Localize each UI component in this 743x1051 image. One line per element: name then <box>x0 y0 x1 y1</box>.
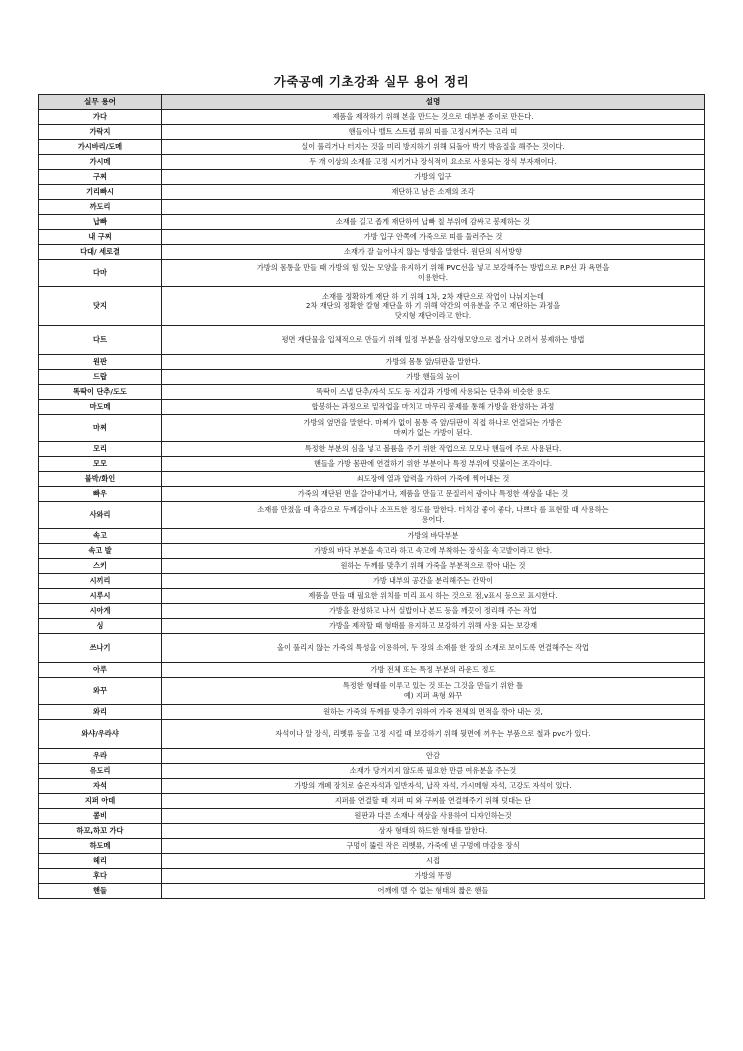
description-cell <box>162 574 705 589</box>
description-cell <box>162 170 705 185</box>
table-row <box>39 705 705 720</box>
description-line: 가방의 바닥부분 <box>407 531 459 541</box>
description-cell <box>162 385 705 400</box>
term-cell: 다트 <box>39 326 162 355</box>
description-cell <box>162 140 705 155</box>
term-cell: 똑딱이 단추/도도 <box>39 385 162 400</box>
term-cell: 후다 <box>39 869 162 884</box>
term-cell: 핸들 <box>39 884 162 899</box>
description-line: 예) 지퍼 욕형 와꾸 <box>403 691 463 700</box>
description-cell <box>162 824 705 839</box>
term-cell: 쓰나기 <box>39 634 162 663</box>
table-row <box>39 110 705 125</box>
term-cell: 다대/ 세로결 <box>39 245 162 260</box>
table-row <box>39 287 705 326</box>
description-cell <box>162 442 705 457</box>
description-cell <box>162 245 705 260</box>
description-cell <box>162 839 705 854</box>
table-row <box>39 764 705 779</box>
table-row <box>39 215 705 230</box>
table-row <box>39 370 705 385</box>
glossary-table <box>38 94 705 899</box>
term-cell: 닷지 <box>39 287 162 326</box>
description-line: 올이 풀리지 않는 가죽의 특성을 이용하여, 두 장의 소재를 한 장의 소재로 보이도록 연결해주는 작업 <box>277 643 589 653</box>
table-row <box>39 559 705 574</box>
description-line: 가방의 옆면을 말한다. 마찌가 없이 몸통 즉 앞/뒤판이 직접 하나로 연결되는 가방은 <box>303 418 563 428</box>
description-line: 소재를 정확하게 재단 하 기 위해 1차, 2차 재단으로 작업이 나눠지는데 <box>322 291 544 301</box>
term-cell: 속고 <box>39 529 162 544</box>
table-row <box>39 663 705 678</box>
table-row <box>39 749 705 764</box>
description-line: 원하는 두께를 맞추기 위해 가죽을 부분적으로 깎아 내는 것 <box>340 561 526 571</box>
description-cell <box>162 260 705 287</box>
term-cell: 빠우 <box>39 487 162 502</box>
term-cell: 가시메 <box>39 155 162 170</box>
description-line: 어깨에 멜 수 없는 형태의 짧은 핸들 <box>377 886 489 896</box>
description-cell <box>162 779 705 794</box>
table-row <box>39 809 705 824</box>
description-line: 제품을 만들 때 필요한 위치를 미리 표시 하는 것으로 점,v표시 등으로 표시한다. <box>308 591 558 601</box>
term-cell: 가시바리/도메 <box>39 140 162 155</box>
description-line: 닷지형 재단이라고 한다. <box>394 310 472 320</box>
description-cell <box>162 457 705 472</box>
description-cell <box>162 720 705 749</box>
description-line: 소재가 잘 늘어나지 않는 방향을 말한다. 원단의 식서방향 <box>344 247 522 257</box>
description-line: 핸들이나 벨트 스트랩 류의 띠를 고정시켜주는 고리 띠 <box>348 127 518 137</box>
description-line: 시접 <box>426 856 440 866</box>
term-cell: 모모 <box>39 457 162 472</box>
table-row <box>39 140 705 155</box>
description-line: 가방을 제작할 때 형태를 유지하고 보강하기 위해 사용 되는 보강재 <box>328 621 538 631</box>
description-line: 안감 <box>426 751 440 761</box>
description-line: 가방 핸들의 높이 <box>406 372 460 382</box>
description-cell <box>162 544 705 559</box>
description-line: 쇠도장에 열과 압력을 가하여 가죽에 찍어내는 것 <box>356 474 510 484</box>
table-row <box>39 326 705 355</box>
description-line: 똑딱이 스냅 단추/자석 도도 등 지갑과 가방에 사용되는 단추와 비슷한 용도 <box>316 387 550 397</box>
term-cell: 아루 <box>39 663 162 678</box>
description-line: 이용한다. <box>417 273 449 282</box>
description-cell <box>162 185 705 200</box>
description-line: 상자 형태의 하드한 형태를 말한다. <box>378 826 488 836</box>
description-cell <box>162 110 705 125</box>
table-row <box>39 230 705 245</box>
description-line: 제품을 제작하기 위해 본을 만드는 것으로 대부분 종이로 만든다. <box>332 112 534 122</box>
table-row <box>39 502 705 529</box>
description-cell <box>162 559 705 574</box>
description-cell <box>162 589 705 604</box>
table-row <box>39 170 705 185</box>
table-row <box>39 589 705 604</box>
table-row <box>39 678 705 705</box>
description-line: 가방 전체 또는 특정 부분의 라운드 정도 <box>370 665 496 675</box>
description-line: 원하는 가죽의 두께를 맞추기 위하여 가죽 전체의 면적을 깎아 내는 것, <box>323 707 543 717</box>
description-line: 가방의 뚜껑 <box>414 871 452 881</box>
description-line: 원판과 다른 소재나 색상을 사용하여 디자인하는것 <box>354 811 512 821</box>
description-cell <box>162 678 705 705</box>
description-cell <box>162 200 705 215</box>
column-header-description: 설명 <box>162 95 705 110</box>
table-row <box>39 457 705 472</box>
glossary-body <box>39 110 705 899</box>
description-line: 두 개 이상의 소재를 고정 시키거나 장식적이 요소로 사용되는 장식 부자재이다. <box>309 157 557 167</box>
term-cell: 가락지 <box>39 125 162 140</box>
description-line: 가방의 몸통 앞/뒤판을 말한다. <box>385 357 481 367</box>
table-row <box>39 884 705 899</box>
table-row <box>39 869 705 884</box>
term-cell: 구찌 <box>39 170 162 185</box>
term-cell: 내 구찌 <box>39 230 162 245</box>
description-cell <box>162 764 705 779</box>
term-cell: 마찌 <box>39 415 162 442</box>
term-cell: 원판 <box>39 355 162 370</box>
term-cell: 납빠 <box>39 215 162 230</box>
table-row <box>39 487 705 502</box>
term-cell: 시아게 <box>39 604 162 619</box>
table-row <box>39 415 705 442</box>
term-cell: 시끼리 <box>39 574 162 589</box>
description-cell <box>162 884 705 899</box>
description-line: 구멍이 뚫린 작은 리벳류, 가죽에 낸 구멍에 마감용 장식 <box>346 841 520 851</box>
description-line: 특정한 부분의 심을 넣고 볼륨을 주기 위한 작업으로 모모나 핸들에 주로 사용된다. <box>304 444 562 454</box>
description-cell <box>162 125 705 140</box>
term-cell: 드랍 <box>39 370 162 385</box>
description-cell <box>162 215 705 230</box>
term-cell: 가다 <box>39 110 162 125</box>
term-cell: 유도리 <box>39 764 162 779</box>
description-cell <box>162 472 705 487</box>
table-row <box>39 125 705 140</box>
table-row <box>39 619 705 634</box>
description-cell <box>162 794 705 809</box>
term-cell: 하도메 <box>39 839 162 854</box>
term-cell: 콤비 <box>39 809 162 824</box>
description-line: 2차 재단의 정확한 칼형 재단을 하 기 위해 약간의 여유분을 주고 재단하는 과정을 <box>305 301 561 311</box>
term-cell: 와꾸 <box>39 678 162 705</box>
description-cell <box>162 487 705 502</box>
description-cell <box>162 634 705 663</box>
table-row <box>39 604 705 619</box>
term-cell: 모리 <box>39 442 162 457</box>
term-cell: 불박/화인 <box>39 472 162 487</box>
table-row <box>39 720 705 749</box>
term-cell: 기리빠시 <box>39 185 162 200</box>
description-cell <box>162 155 705 170</box>
term-cell: 다마 <box>39 260 162 287</box>
table-row <box>39 574 705 589</box>
table-row <box>39 442 705 457</box>
description-line: 특정한 형태를 이루고 있는 것 또는 그것을 만들기 위한 틀 <box>342 681 524 691</box>
description-cell <box>162 749 705 764</box>
description-line: 가방의 몸통을 만들 때 가방의 힘 있는 모양을 유지하기 위해 PVC선을 넣고 보강해주는 방법으로 P.P선 과 욕면을 <box>256 263 610 273</box>
description-cell <box>162 663 705 678</box>
description-line: 합봉하는 과정으로 밑작업을 마치고 마무리 봉제를 통해 가방을 완성하는 과정 <box>311 402 555 412</box>
description-line: 가방을 완성하고 나서 실밥이나 본드 등을 깨끗이 정리해 주는 작업 <box>328 606 538 616</box>
term-cell: 싱 <box>39 619 162 634</box>
term-cell: 사와리 <box>39 502 162 529</box>
description-line: 가방 입구 안쪽에 가죽으로 띠를 둘러주는 것 <box>363 232 503 242</box>
description-cell <box>162 400 705 415</box>
description-cell <box>162 705 705 720</box>
description-line: 핸들을 가방 몸판에 연결하기 위한 부분이나 특정 부위에 덧붙이는 조각이다. <box>313 459 553 469</box>
term-cell: 와샤/우라샤 <box>39 720 162 749</box>
description-line: 가방 내부의 공간을 분리해주는 칸막이 <box>372 576 494 586</box>
description-cell <box>162 326 705 355</box>
description-line: 가방의 바닥 부분을 속고라 하고 속고에 부착하는 장식을 속고발이라고 한다. <box>313 546 553 556</box>
page-title: 가죽공예 기초강좌 실무 용어 정리 <box>273 74 470 89</box>
table-row <box>39 385 705 400</box>
table-row <box>39 824 705 839</box>
description-line: 재단하고 남은 소재의 조각 <box>391 187 475 197</box>
description-cell <box>162 287 705 326</box>
term-cell: 지퍼 아데 <box>39 794 162 809</box>
description-line: 용어다. <box>421 515 445 524</box>
description-line: 소재가 당겨지지 않도록 필요한 만큼 여유분을 주는것 <box>349 766 517 776</box>
term-cell: 마도메 <box>39 400 162 415</box>
description-cell <box>162 230 705 245</box>
term-cell: 시루시 <box>39 589 162 604</box>
term-cell: 헤리 <box>39 854 162 869</box>
column-header-term: 실무 용어 <box>39 95 162 110</box>
description-line: 가방의 입구 <box>414 172 452 182</box>
description-cell <box>162 619 705 634</box>
table-row <box>39 854 705 869</box>
description-cell <box>162 415 705 442</box>
table-row <box>39 155 705 170</box>
description-line: 가죽의 재단된 면을 갈아내거나, 제품을 만들고 문질러서 광이나 특정한 색상을 내는 것 <box>297 489 569 499</box>
term-cell: 스키 <box>39 559 162 574</box>
description-cell <box>162 854 705 869</box>
term-cell: 와리 <box>39 705 162 720</box>
term-cell: 까도리 <box>39 200 162 215</box>
description-line: 소재를 만졌을 때 촉감으로 두께감이나 소프트한 정도를 말한다. 터치감 좋이 좋다, 나쁘다 를 표현할 때 사용하는 <box>257 505 609 515</box>
description-cell <box>162 809 705 824</box>
table-row <box>39 185 705 200</box>
term-cell: 하꼬,하꼬 가다 <box>39 824 162 839</box>
term-cell: 자석 <box>39 779 162 794</box>
table-row <box>39 400 705 415</box>
description-cell <box>162 502 705 529</box>
description-line: 지퍼를 연결할 때 지퍼 띠 와 구찌를 연결해주기 위해 덧대는 단 <box>334 796 532 806</box>
description-line: 실이 풀리거나 터지는 것을 미리 방지하기 위해 되돌아 박기 박음질을 해주는 것이다. <box>301 142 565 152</box>
description-cell <box>162 869 705 884</box>
description-line: 자석이나 알 장식, 리벳류 등을 고정 시킬 때 보강하기 위해 뒷면에 끼우는 부품으로 철과 pvc가 있다. <box>275 729 591 739</box>
description-cell <box>162 529 705 544</box>
table-row <box>39 794 705 809</box>
term-cell: 속고 발 <box>39 544 162 559</box>
description-cell <box>162 355 705 370</box>
description-line: 평면 재단물을 입체적으로 만들기 위해 일정 부분을 삼각형모양으로 접거나 오려서 봉제하는 방법 <box>281 335 585 345</box>
description-line: 가방의 개폐 장치로 숨은자석과 일반자석, 납작 자석, 가시메형 자석, 고강도 자석이 있다. <box>294 781 572 791</box>
description-cell <box>162 370 705 385</box>
table-row <box>39 529 705 544</box>
description-line: 소재를 길고 좁게 재단하여 납빠 칠 부위에 감싸고 봉제하는 것 <box>335 217 531 227</box>
description-cell <box>162 604 705 619</box>
table-header-row <box>39 95 705 110</box>
table-row <box>39 200 705 215</box>
table-row <box>39 544 705 559</box>
term-cell: 우라 <box>39 749 162 764</box>
table-row <box>39 779 705 794</box>
description-line: 마찌가 없는 가방이 된다. <box>393 428 473 437</box>
table-row <box>39 472 705 487</box>
table-row <box>39 355 705 370</box>
table-row <box>39 634 705 663</box>
table-row <box>39 245 705 260</box>
table-row <box>39 260 705 287</box>
table-row <box>39 839 705 854</box>
